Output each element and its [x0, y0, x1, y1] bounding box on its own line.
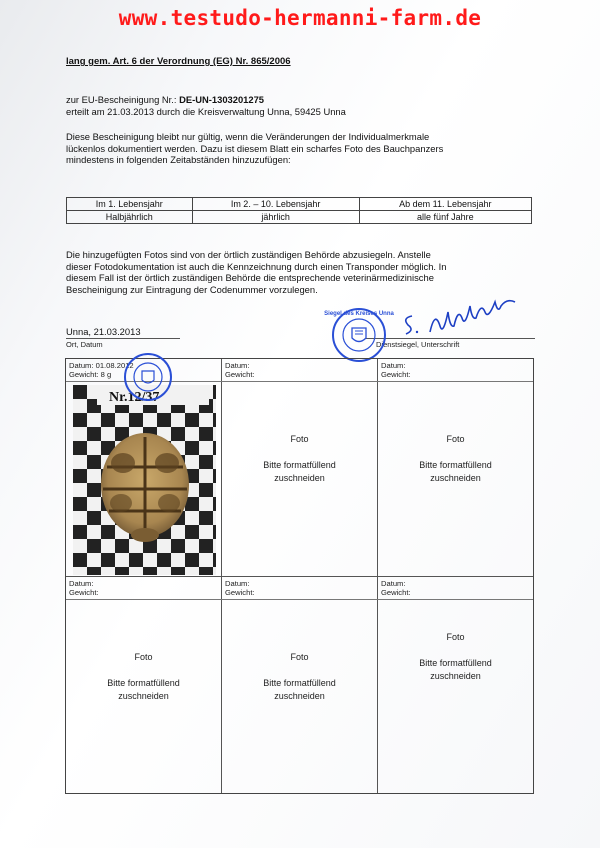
- interval-header-row: [67, 198, 532, 211]
- photo-cell-5: [222, 577, 378, 793]
- cell-1-weight-value: 8 g: [100, 370, 112, 379]
- cell-5-hint-2: zuschneiden: [274, 691, 325, 701]
- cell-6-foto: Foto: [446, 632, 465, 642]
- certificate-prefix: zur EU-Bescheinigung Nr.:: [66, 94, 180, 105]
- certificate-issued-line: erteilt am 21.03.2013 durch die Kreisverwaltung Unna, 59425 Unna: [66, 106, 346, 117]
- cell-5-weight: Gewicht:: [225, 588, 255, 597]
- photo-grid: [65, 358, 534, 794]
- signature-line: [365, 338, 535, 339]
- cell-3-foto: Foto: [446, 434, 465, 444]
- cell-4-hint-1: Bitte formatfüllend: [107, 678, 180, 688]
- seal-signature-label: Dienstsiegel, Unterschrift: [376, 340, 460, 349]
- certificate-number: DE-UN-1303201275: [179, 94, 265, 105]
- validity-line-2: lückenlos dokumentiert werden. Dazu ist diesem Blatt ein scharfes Foto des Bauchpanzers: [66, 142, 444, 154]
- interval-table: [66, 197, 532, 224]
- official-seal-stamp: [324, 306, 394, 364]
- tag-number: Nr.12/37: [109, 390, 160, 405]
- cell-2-hint-1: Bitte formatfüllend: [263, 460, 336, 470]
- cell-4-divider: [66, 599, 222, 600]
- cell-5-date: Datum:: [225, 579, 250, 588]
- photo-cell-1: [66, 359, 222, 577]
- photo-cell-6: [378, 577, 533, 793]
- seal-line-4: Bescheinigung zur Eintragung der Codenummer vorzulegen.: [66, 283, 318, 295]
- cell-3-date: Datum:: [381, 361, 406, 370]
- cell-3-hint-2: zuschneiden: [430, 473, 481, 483]
- cell-4-hint-2: zuschneiden: [118, 691, 169, 701]
- cell-6-divider: [378, 599, 533, 600]
- photo-cell-4: [66, 577, 222, 793]
- cell-1-date-value: 01.08.2012: [95, 361, 134, 370]
- cell-2-hint-2: zuschneiden: [274, 473, 325, 483]
- seal-line-1: Die hinzugefügten Fotos sind von der örtlich zuständigen Behörde abzusiegeln. Anstelle: [66, 249, 431, 260]
- cell-4-foto: Foto: [134, 652, 153, 662]
- cell-6-hint-2: zuschneiden: [430, 671, 481, 681]
- seal-line-3: diesem Fall ist der örtlich zuständigen Behörde die entsprechende veterinärmedizinische: [66, 272, 434, 284]
- interval-header-3: Ab dem 11. Lebensjahr: [359, 198, 531, 211]
- cell-4-weight: Gewicht:: [69, 588, 99, 597]
- place-date: Unna, 21.03.2013: [66, 326, 141, 337]
- cell-2-foto: Foto: [290, 434, 309, 444]
- handwritten-signature: [398, 306, 548, 338]
- certificate-number-line: [66, 94, 264, 106]
- cell-4-date: Datum:: [69, 579, 94, 588]
- cell-1-weight-label: Gewicht:: [69, 370, 99, 379]
- interval-header-1: Im 1. Lebensjahr: [67, 198, 193, 211]
- watermark-url: www.testudo-hermanni-farm.de: [118, 6, 482, 30]
- cell-3-divider: [378, 381, 533, 382]
- cell-6-weight: Gewicht:: [381, 588, 411, 597]
- validity-paragraph: [66, 131, 546, 166]
- cell-5-foto: Foto: [290, 652, 309, 662]
- interval-value-3: alle fünf Jahre: [359, 211, 531, 224]
- cell-1-weight: [69, 370, 111, 379]
- cell-3-hint-1: Bitte formatfüllend: [419, 460, 492, 470]
- validity-line-3: mindestens in folgenden Zeitabständen hinzuzufügen:: [66, 154, 291, 166]
- document-heading: lang gem. Art. 6 der Verordnung (EG) Nr. 865/2006: [66, 56, 291, 67]
- cell-3-weight: Gewicht:: [381, 370, 411, 379]
- cell-2-date: Datum:: [225, 361, 250, 370]
- place-date-label: Ort, Datum: [66, 340, 103, 349]
- place-date-line: [66, 338, 180, 339]
- interval-value-row: [67, 211, 532, 224]
- cell-6-date: Datum:: [381, 579, 406, 588]
- cell-2-weight: Gewicht:: [225, 370, 255, 379]
- validity-line-1: Diese Bescheinigung bleibt nur gültig, wenn die Veränderungen der Individualmerkmale: [66, 131, 430, 142]
- photo-cell-2: [222, 359, 378, 577]
- tortoise-plastron-photo: [73, 385, 216, 575]
- cell-6-hint-1: Bitte formatfüllend: [419, 658, 492, 668]
- interval-header-2: Im 2. – 10. Lebensjahr: [192, 198, 359, 211]
- seal-text: Siegel des Kreises Unna: [324, 311, 394, 317]
- photo-seal-stamp: [122, 351, 174, 403]
- cell-5-divider: [222, 599, 378, 600]
- seal-paragraph: [66, 249, 546, 295]
- cell-2-divider: [222, 381, 378, 382]
- interval-value-2: jährlich: [192, 211, 359, 224]
- interval-value-1: Halbjährlich: [67, 211, 193, 224]
- cell-5-hint-1: Bitte formatfüllend: [263, 678, 336, 688]
- cell-1-date-label: Datum:: [69, 361, 94, 370]
- photo-cell-3: [378, 359, 533, 577]
- seal-line-2: dieser Fotodokumentation ist auch die Kennzeichnung durch einen Transponder möglich. In: [66, 260, 447, 272]
